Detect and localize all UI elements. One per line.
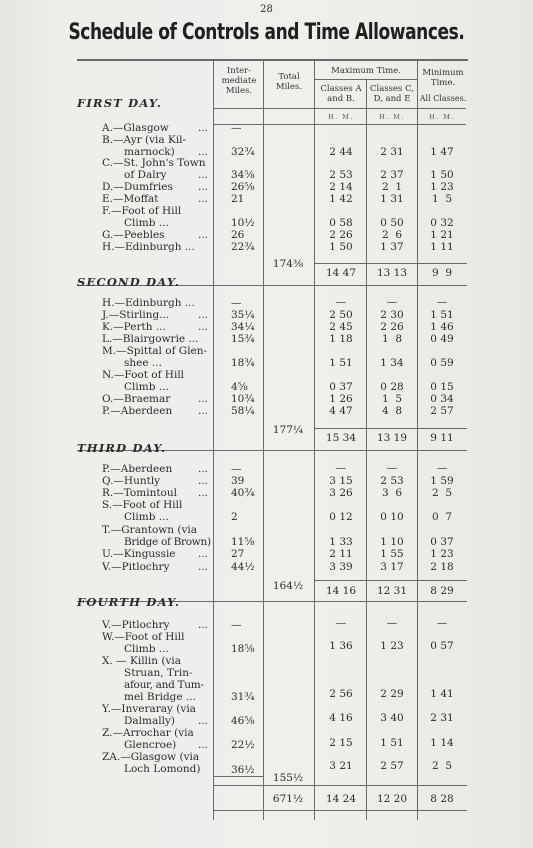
intermediate-miles: 40¾ — [231, 487, 255, 499]
col-rule-1 — [213, 60, 214, 820]
time-ab: 1 36 — [329, 640, 353, 652]
control-label: D.—Dumfries ... — [102, 181, 208, 193]
time-ab: 3 26 — [329, 487, 353, 499]
header-total: Total Miles. — [275, 72, 303, 92]
control-label: T.—Grantown (via — [102, 524, 198, 536]
col-rule-3 — [314, 60, 315, 820]
time-min: 1 23 — [430, 548, 454, 560]
intermediate-miles: 10½ — [231, 217, 255, 229]
control-label: U.—Kingussie ... — [102, 548, 208, 560]
time-cde: 0 10 — [380, 511, 404, 523]
control-label: Loch Lomond) — [124, 763, 201, 775]
control-label: Dalmally) ... — [124, 715, 208, 727]
control-label: Climb ... — [124, 643, 169, 655]
time-min: 1 11 — [430, 241, 454, 253]
intermediate-bottom-rule — [213, 776, 263, 777]
control-label: Climb ... — [124, 217, 169, 229]
time-cde: 1 10 — [380, 536, 404, 548]
control-label: R.—Tomintoul ... — [102, 487, 208, 499]
subtotal-ab: 15 34 — [325, 432, 357, 444]
time-ab: 0 12 — [329, 511, 353, 523]
time-min: 1 5 — [431, 193, 453, 205]
time-ab: 2 53 — [329, 169, 353, 181]
time-cde: 2 53 — [380, 475, 404, 487]
control-label: afour, and Tum- — [124, 679, 204, 691]
time-ab: 1 33 — [329, 536, 353, 548]
intermediate-miles: 39 — [231, 475, 245, 487]
control-label: V.—Pitlochry ... — [102, 561, 208, 573]
time-ab: 2 11 — [329, 548, 353, 560]
time-min: 1 41 — [430, 688, 454, 700]
intermediate-miles: 21 — [231, 193, 245, 205]
hm-label-cde: H. M. — [378, 113, 406, 121]
time-cde: 2 31 — [380, 146, 404, 158]
control-label: Z.—Arrochar (via — [102, 727, 194, 739]
grand-total-rule-bottom — [213, 810, 467, 811]
subtotal-cde: 12 31 — [376, 585, 408, 597]
time-cde: 3 40 — [380, 712, 404, 724]
control-label: mel Bridge ... — [124, 691, 196, 703]
header-bottom-rule — [213, 108, 466, 109]
intermediate-miles: 26⅝ — [231, 181, 255, 193]
time-cde: 1 31 — [380, 193, 404, 205]
time-ab: 1 42 — [329, 193, 353, 205]
time-ab: 1 51 — [329, 357, 353, 369]
intermediate-miles: 58¼ — [231, 405, 255, 417]
time-min: 2 57 — [430, 405, 454, 417]
intermediate-miles: 32¾ — [231, 146, 255, 158]
time-cde: 1 34 — [380, 357, 404, 369]
time-cde: 3 17 — [380, 561, 404, 573]
control-label: Q.—Huntly ... — [102, 475, 208, 487]
control-label: of Dalry ... — [124, 169, 208, 181]
time-ab: 3 15 — [329, 475, 353, 487]
time-cde: 0 28 — [380, 381, 404, 393]
time-cde: 2 1 — [381, 181, 403, 193]
intermediate-miles: — — [231, 122, 242, 134]
total-miles-day-3: 164½ — [272, 580, 304, 592]
intermediate-miles: 18⅝ — [231, 643, 255, 655]
time-cde: 2 37 — [380, 169, 404, 181]
day-heading-4: FOURTH DAY. — [77, 595, 181, 609]
time-min: — — [436, 617, 448, 629]
day-heading-2: SECOND DAY. — [77, 275, 180, 289]
hm-label-min: H. M. — [428, 113, 456, 121]
time-cde: 1 8 — [381, 333, 403, 345]
time-cde: 0 50 — [380, 217, 404, 229]
time-min: 1 23 — [430, 181, 454, 193]
control-label: Climb ... — [124, 381, 169, 393]
control-label: L.—Blairgowrie ... — [102, 333, 199, 345]
intermediate-miles: 22½ — [231, 739, 255, 751]
page-title: Schedule of Controls and Time Allowances. — [68, 20, 465, 45]
intermediate-miles: 26 — [231, 229, 245, 241]
time-ab: 2 26 — [329, 229, 353, 241]
subtotal-rule-3 — [314, 580, 467, 581]
time-ab: 1 26 — [329, 393, 353, 405]
time-min: 0 32 — [430, 217, 454, 229]
intermediate-miles: — — [231, 463, 242, 475]
total-miles-day-2: 177¼ — [272, 424, 304, 436]
header-minimum-sub: All Classes. — [419, 94, 467, 103]
control-label: O.—Braemar ... — [102, 393, 208, 405]
time-min: 0 15 — [430, 381, 454, 393]
time-min: 1 47 — [430, 146, 454, 158]
control-label: P.—Aberdeen ... — [102, 463, 208, 475]
control-label: J.—Stirling... ... — [102, 309, 208, 321]
page-number: 28 — [260, 4, 273, 15]
total-miles-day-4: 155½ — [272, 772, 304, 784]
grand-total-rule-top — [213, 785, 467, 786]
time-ab: 0 58 — [329, 217, 353, 229]
time-ab: 1 18 — [329, 333, 353, 345]
intermediate-miles: 35¼ — [231, 309, 255, 321]
time-min: 2 5 — [431, 487, 453, 499]
control-label: H.—Edinburgh ... — [102, 241, 195, 253]
time-ab: — — [335, 296, 347, 308]
day-heading-1: FIRST DAY. — [77, 96, 163, 110]
intermediate-miles: 46⅝ — [231, 715, 255, 727]
control-label: shee ... — [124, 357, 162, 369]
time-ab: 1 50 — [329, 241, 353, 253]
day-heading-3: THIRD DAY. — [77, 441, 167, 455]
header-intermediate: Inter- mediate Miles. — [221, 66, 257, 96]
time-min: 0 49 — [430, 333, 454, 345]
time-cde: 3 6 — [381, 487, 403, 499]
time-ab: 2 50 — [329, 309, 353, 321]
time-cde: 4 8 — [381, 405, 403, 417]
col-rule-5 — [417, 60, 418, 820]
time-cde: — — [386, 462, 398, 474]
intermediate-miles: 31¾ — [231, 691, 255, 703]
time-cde: 1 5 — [381, 393, 403, 405]
intermediate-miles: 36½ — [231, 764, 255, 776]
control-label: Climb ... — [124, 511, 169, 523]
time-min: 1 21 — [430, 229, 454, 241]
control-label: H.—Edinburgh ... — [102, 297, 195, 309]
grand-total-miles: 671½ — [272, 793, 304, 805]
subtotal-rule-1 — [314, 263, 467, 264]
time-min: 0 59 — [430, 357, 454, 369]
time-min: 1 59 — [430, 475, 454, 487]
time-ab: 4 16 — [329, 712, 353, 724]
control-label: Y.—Inveraray (via — [102, 703, 196, 715]
time-min: — — [436, 296, 448, 308]
header-classes-cde: Classes C, D, and E — [369, 84, 414, 104]
grand-total-cde: 12 20 — [376, 793, 408, 805]
time-ab: — — [335, 617, 347, 629]
control-label: G.—Peebles ... — [102, 229, 208, 241]
total-miles-day-1: 174⅜ — [272, 258, 304, 270]
hm-rule — [213, 124, 466, 125]
time-min: 2 5 — [431, 760, 453, 772]
control-label: Bridge of Brown) — [124, 536, 211, 548]
time-cde: — — [386, 617, 398, 629]
hm-label-ab: H. M. — [327, 113, 355, 121]
intermediate-miles: 44½ — [231, 561, 255, 573]
time-ab: 2 14 — [329, 181, 353, 193]
time-cde: 2 6 — [381, 229, 403, 241]
control-label: B.—Ayr (via Kil- — [102, 134, 187, 146]
subtotal-min: 9 9 — [431, 267, 453, 279]
header-top-rule — [77, 59, 468, 61]
time-cde: 2 29 — [380, 688, 404, 700]
intermediate-miles: 34¼ — [231, 321, 255, 333]
subtotal-min: 8 29 — [430, 585, 454, 597]
time-cde: 1 55 — [380, 548, 404, 560]
grand-total-ab: 14 24 — [325, 793, 357, 805]
time-ab: 2 44 — [329, 146, 353, 158]
col-rule-2 — [263, 60, 264, 820]
intermediate-miles: 34⅝ — [231, 169, 255, 181]
grand-total-min: 8 28 — [430, 793, 454, 805]
time-min: 1 46 — [430, 321, 454, 333]
header-classes-ab: Classes A and B. — [320, 84, 362, 104]
time-ab: 3 21 — [329, 760, 353, 772]
control-label: K.—Perth ... ... — [102, 321, 208, 333]
time-cde: — — [386, 296, 398, 308]
subtotal-min: 9 11 — [430, 432, 454, 444]
control-label: marnock) ... — [124, 146, 208, 158]
intermediate-miles: — — [231, 619, 242, 631]
time-cde: 1 23 — [380, 640, 404, 652]
time-ab: — — [335, 462, 347, 474]
control-label: P.—Aberdeen ... — [102, 405, 208, 417]
control-label: V.—Pitlochry ... — [102, 619, 208, 631]
time-min: 1 14 — [430, 737, 454, 749]
control-label: Glencroe) ... — [124, 739, 208, 751]
control-label: N.—Foot of Hill — [102, 369, 185, 381]
control-label: W.—Foot of Hill — [102, 631, 185, 643]
time-ab: 2 45 — [329, 321, 353, 333]
time-min: 2 31 — [430, 712, 454, 724]
time-min: 0 57 — [430, 640, 454, 652]
time-min: 1 51 — [430, 309, 454, 321]
intermediate-miles: 27 — [231, 548, 245, 560]
time-min: — — [436, 462, 448, 474]
header-minimum: Minimum Time. — [422, 68, 464, 88]
control-label: E.—Moffat ... — [102, 193, 208, 205]
control-label: M.—Spittal of Glen- — [102, 345, 208, 357]
control-label: A.—Glasgow ... — [102, 122, 208, 134]
control-label: Struan, Trin- — [124, 667, 193, 679]
time-cde: 1 37 — [380, 241, 404, 253]
time-ab: 2 56 — [329, 688, 353, 700]
time-min: 0 34 — [430, 393, 454, 405]
intermediate-miles: — — [231, 297, 242, 309]
time-min: 2 18 — [430, 561, 454, 573]
intermediate-miles: 18¾ — [231, 357, 255, 369]
control-label: S.—Foot of Hill — [102, 499, 183, 511]
control-label: X. — Killin (via — [102, 655, 182, 667]
control-label: C.—St. John's Town — [102, 157, 206, 169]
time-min: 0 37 — [430, 536, 454, 548]
time-ab: 3 39 — [329, 561, 353, 573]
subtotal-ab: 14 47 — [325, 267, 357, 279]
time-ab: 2 15 — [329, 737, 353, 749]
control-label: ZA.—Glasgow (via — [102, 751, 200, 763]
time-min: 0 7 — [431, 511, 453, 523]
intermediate-miles: 11⅝ — [231, 536, 255, 548]
time-min: 1 50 — [430, 169, 454, 181]
intermediate-miles: 22¾ — [231, 241, 255, 253]
intermediate-miles: 2 — [231, 511, 238, 523]
time-cde: 2 57 — [380, 760, 404, 772]
subtotal-cde: 13 19 — [376, 432, 408, 444]
subtotal-cde: 13 13 — [376, 267, 408, 279]
subtotal-ab: 14 16 — [325, 585, 357, 597]
intermediate-miles: 10¾ — [231, 393, 255, 405]
time-cde: 2 26 — [380, 321, 404, 333]
header-maximum: Maximum Time. — [331, 66, 401, 76]
time-ab: 0 37 — [329, 381, 353, 393]
intermediate-miles: 15¾ — [231, 333, 255, 345]
time-cde: 1 51 — [380, 737, 404, 749]
time-cde: 2 30 — [380, 309, 404, 321]
intermediate-miles: 4⅝ — [231, 381, 248, 393]
time-ab: 4 47 — [329, 405, 353, 417]
control-label: F.—Foot of Hill — [102, 205, 182, 217]
subtotal-rule-2 — [314, 428, 467, 429]
